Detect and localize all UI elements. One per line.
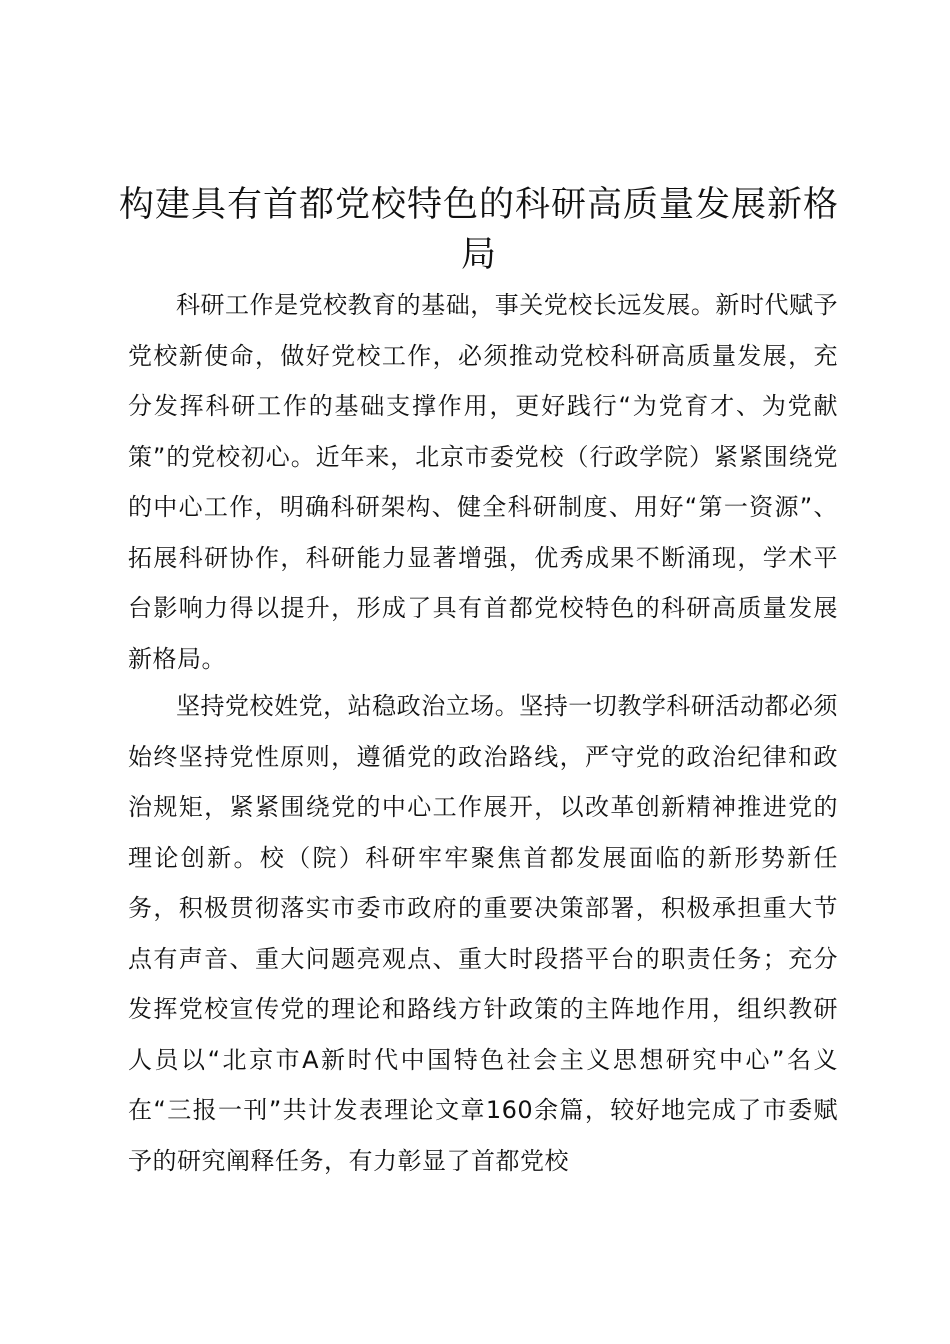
paragraph-2: 坚持党校姓党，站稳政治立场。坚持一切教学科研活动都必须始终坚持党性原则，遵循党的政治路线，严守党的政治纪律和政治规矩，紧紧围绕党的中心工作展开，以改革创新精神推进党的理论创新。校（院）科研牢牢聚焦首都发展面临的新形势新任务，积极贯彻落实市委市政府的重要决策部署，积极承担重大节点有声音、重大问题亮观点、重大时段搭平台的职责任务；充分发挥党校宣传党的理论和路线方针政策的主阵地作用，组织教研人员以“北京市A新时代中国特色社会主义思想研究中心”名义在“三报一刊”共计发表理论文章160余篇，较好地完成了市委赋予的研究阐释任务，有力彰显了首都党校	[128, 692, 838, 1175]
document-title: 构建具有首都党校特色的科研高质量发展新格局	[118, 185, 839, 275]
paragraph-1: 科研工作是党校教育的基础，事关党校长远发展。新时代赋予党校新使命，做好党校工作，必须推动党校科研高质量发展，充分发挥科研工作的基础支撑作用，更好践行“为党育才、为党献策”的党校初心。近年来，北京市委党校（行政学院）紧紧围绕党的中心工作，明确科研架构、健全科研制度、用好“第一资源”、拓展科研协作，科研能力显著增强，优秀成果不断涌现，学术平台影响力得以提升，形成了具有首都党校特色的科研高质量发展新格局。	[128, 291, 838, 673]
